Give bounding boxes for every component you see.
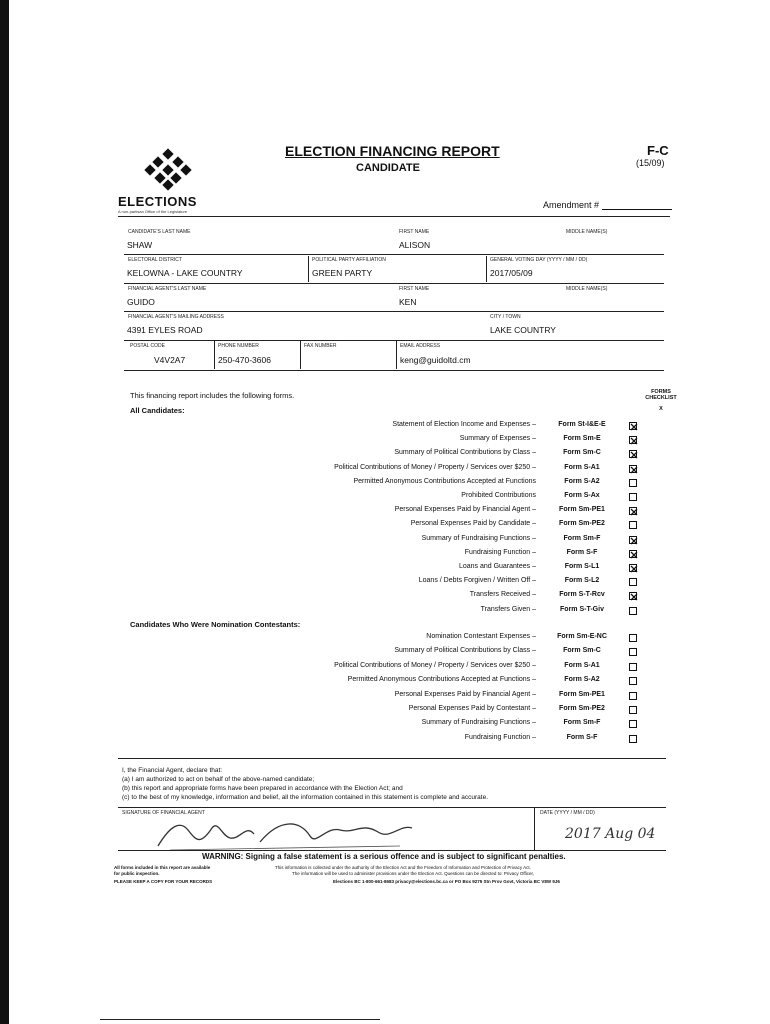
signature-bottom-rule	[118, 850, 666, 851]
column-divider	[300, 341, 301, 369]
checklist-checkbox[interactable]	[629, 450, 637, 458]
agent-first-name-label: FIRST NAME	[399, 286, 430, 292]
candidate-first-name-label: FIRST NAME	[399, 229, 430, 235]
agent-last-name-label: FINANCIAL AGENT'S LAST NAME	[128, 286, 207, 292]
checklist-row-description: Fundraising Function –	[464, 548, 536, 556]
logo-wordmark: ELECTIONS	[118, 194, 197, 209]
checklist-checkbox[interactable]	[629, 521, 637, 529]
checklist-row-description: Summary of Political Contributions by Class –	[394, 647, 536, 655]
checklist-checkbox[interactable]	[629, 507, 637, 515]
checklist-checkbox[interactable]	[629, 692, 637, 700]
candidate-last-name-label: CANDIDATE'S LAST NAME	[128, 229, 191, 235]
checklist-row-description: Summary of Political Contributions by Class –	[394, 449, 536, 457]
checklist-row-description: Statement of Election Income and Expenses –	[392, 421, 536, 428]
checklist-checkbox[interactable]	[629, 479, 637, 487]
checklist-checkbox[interactable]	[629, 493, 637, 501]
declaration-rule	[118, 758, 666, 759]
check-x-icon	[630, 508, 638, 516]
voting-day-label: GENERAL VOTING DAY (YYYY / MM / DD)	[490, 257, 588, 263]
postal-code[interactable]: V4V2A7	[154, 355, 186, 365]
row-divider	[124, 311, 664, 312]
row-divider	[124, 254, 664, 255]
row-divider	[124, 370, 664, 371]
checklist-row-form: Form Sm-PE2	[559, 520, 605, 528]
checklist-x-header: X	[659, 406, 663, 412]
footer-keep-copy: PLEASE KEEP A COPY FOR YOUR RECORDS	[114, 879, 213, 884]
warning-text: WARNING: Signing a false statement is a serious offence and is subject to significant penalties.	[202, 852, 566, 861]
checklist-row-form: Form S-L1	[564, 563, 600, 570]
checklist-row-form: Form St-I&E-E	[558, 421, 606, 428]
checklist-row-description: Summary of Fundraising Functions –	[421, 719, 536, 727]
checklist-row-form: Form S-A1	[564, 463, 600, 471]
form-revision-date: (15/09)	[636, 158, 665, 168]
signature-top-rule	[118, 807, 666, 808]
agent-last-name[interactable]: GUIDO	[127, 297, 155, 307]
checklist-intro: This financing report includes the following forms.	[130, 391, 295, 400]
check-x-icon	[630, 537, 638, 545]
checklist-row-description: Personal Expenses Paid by Financial Agent –	[394, 690, 536, 698]
check-x-icon	[630, 451, 638, 459]
checklist-row-description: Loans / Debts Forgiven / Written Off –	[418, 577, 536, 585]
column-divider	[308, 256, 309, 282]
row-divider	[124, 283, 664, 284]
checklist-row-description: Political Contributions of Money / Property / Services over $250 –	[334, 463, 536, 471]
nomination-contestants-label: Candidates Who Were Nomination Contestants:	[130, 620, 301, 629]
check-x-icon	[630, 593, 638, 601]
checklist-checkbox[interactable]	[629, 578, 637, 586]
checklist-checkbox[interactable]	[629, 436, 637, 444]
checklist-row-form: Form S-T-Giv	[560, 605, 604, 613]
footer-privacy-1: This information is collected under the authority of the Election Act and the Freedom of Information and Protection of Privacy Act.	[275, 865, 531, 870]
checklist-row-form: Form S-A2	[564, 676, 600, 684]
checklist-checkbox[interactable]	[629, 550, 637, 558]
checklist-row-description: Personal Expenses Paid by Contestant –	[408, 705, 536, 712]
checklist-checkbox[interactable]	[629, 465, 637, 473]
report-subtitle: CANDIDATE	[356, 162, 420, 174]
phone-number[interactable]: 250-470-3606	[218, 355, 271, 365]
declaration-intro: I, the Financial Agent, declare that:	[122, 767, 223, 774]
phone-label: PHONE NUMBER	[218, 343, 259, 349]
amendment-label: Amendment #	[543, 200, 600, 210]
date-label: DATE (YYYY / MM / DD)	[540, 810, 595, 816]
city-town[interactable]: LAKE COUNTRY	[490, 325, 556, 335]
declaration-b: (b) this report and appropriate forms have been prepared in accordance with the Election Act; and	[122, 785, 403, 792]
checklist-checkbox[interactable]	[629, 663, 637, 671]
checklist-row-description: Loans and Guarantees –	[458, 563, 536, 570]
check-x-icon	[630, 423, 638, 431]
check-x-icon	[630, 437, 638, 445]
signature-date-divider	[534, 808, 535, 850]
agent-signature	[150, 816, 420, 852]
checklist-row-description: Personal Expenses Paid by Financial Agent –	[394, 506, 536, 514]
checklist-row-form: Form Sm-F	[563, 719, 601, 727]
district-label: ELECTORAL DISTRICT	[128, 257, 182, 263]
fax-label: FAX NUMBER	[304, 343, 337, 349]
checklist-checkbox[interactable]	[629, 536, 637, 544]
declaration-c: (c) to the best of my knowledge, information and belief, all the information contained in this statement is complete and accurate.	[122, 794, 489, 801]
checklist-row-form: Form Sm-F	[563, 534, 601, 542]
checklist-row-form: Form S-F	[566, 548, 598, 556]
page-bottom-rule	[100, 1019, 380, 1020]
checklist-checkbox[interactable]	[629, 607, 637, 615]
report-title: ELECTION FINANCING REPORT	[285, 143, 500, 159]
amendment-field[interactable]	[543, 200, 672, 210]
checklist-row-form: Form S-F	[566, 733, 598, 741]
checklist-row-description: Summary of Fundraising Functions –	[421, 534, 536, 542]
party-label: POLITICAL PARTY AFFILIATION	[312, 257, 386, 263]
checklist-row-description: Permitted Anonymous Contributions Accepted at Functions –	[347, 676, 536, 684]
email-label: EMAIL ADDRESS	[400, 343, 441, 349]
checklist-checkbox[interactable]	[629, 720, 637, 728]
checklist-checkbox[interactable]	[629, 648, 637, 656]
forms-checklist-header: FORMS CHECKLIST	[645, 389, 677, 401]
footer-public-note-2: for public inspection.	[114, 871, 160, 876]
column-divider	[486, 256, 487, 282]
checklist-row-form: Form Sm-E-NC	[557, 633, 607, 640]
email-address[interactable]: keng@guidoltd.cm	[400, 355, 471, 365]
row-divider	[124, 340, 664, 341]
checklist-checkbox[interactable]	[629, 735, 637, 743]
checklist-row-form: Form Sm-C	[563, 449, 601, 457]
address-label: FINANCIAL AGENT'S MAILING ADDRESS	[128, 314, 224, 320]
checklist-row-description: Nomination Contestant Expenses –	[426, 633, 536, 640]
checklist-row-form: Form Sm-PE2	[559, 705, 605, 712]
logo-tagline: A non-partisan Office of the Legislature	[118, 209, 188, 214]
elections-logo-icon	[142, 148, 194, 192]
check-x-icon	[630, 551, 638, 559]
check-x-icon	[630, 565, 638, 573]
signature-date[interactable]: 2017 Aug 04	[565, 826, 656, 842]
agent-middle-name-label: MIDDLE NAME(S)	[566, 286, 608, 292]
checklist-row-form: Form S-T-Rcv	[559, 591, 605, 599]
check-x-icon	[630, 466, 638, 474]
candidate-middle-name-label: MIDDLE NAME(S)	[566, 229, 608, 235]
checklist-row-description: Political Contributions of Money / Property / Services over $250 –	[334, 661, 536, 669]
footer-privacy-2: The information will be used to administer provisions under the Election Act. Questions can be directed to: Privacy Officer,	[292, 871, 535, 876]
checklist-row-description: Transfers Given –	[480, 605, 536, 613]
checklist-row-form: Form S-A2	[564, 477, 600, 485]
footer-privacy-3: Elections BC 1-800-661-8683 privacy@elections.bc.ca or PO Box 9275 Stn Prov Govt, Victoria BC V8W 9J6	[333, 879, 560, 884]
party-affiliation[interactable]: GREEN PARTY	[312, 268, 373, 278]
form-id: F-C	[647, 143, 669, 158]
postal-code-label: POSTAL CODE	[130, 343, 166, 349]
checklist-checkbox[interactable]	[629, 677, 637, 685]
checklist-checkbox[interactable]	[629, 592, 637, 600]
checklist-row-description: Permitted Anonymous Contributions Accepted at Functions	[353, 477, 536, 485]
city-label: CITY / TOWN	[490, 314, 521, 320]
general-voting-day[interactable]: 2017/05/09	[490, 268, 533, 278]
signature-label: SIGNATURE OF FINANCIAL AGENT	[122, 810, 205, 816]
checklist-row-form: Form S-Ax	[564, 492, 600, 499]
checklist-row-form: Form Sm-PE1	[559, 690, 605, 698]
amendment-line	[602, 200, 672, 210]
agent-mailing-address[interactable]: 4391 EYLES ROAD	[127, 325, 203, 335]
agent-first-name[interactable]: KEN	[399, 297, 417, 307]
checklist-row-description: Fundraising Function –	[464, 733, 536, 741]
checklist-row-form: Form Sm-PE1	[559, 506, 605, 514]
checklist-checkbox[interactable]	[629, 706, 637, 714]
column-divider	[396, 341, 397, 369]
header-rule	[118, 216, 670, 217]
checklist-checkbox[interactable]	[629, 634, 637, 642]
checklist-checkbox[interactable]	[629, 422, 637, 430]
electoral-district[interactable]: KELOWNA - LAKE COUNTRY	[127, 268, 243, 278]
checklist-row-description: Transfers Received –	[469, 591, 536, 599]
all-candidates-label: All Candidates:	[130, 406, 185, 415]
candidate-last-name[interactable]: SHAW	[127, 240, 153, 250]
checklist-row-description: Summary of Expenses –	[459, 435, 536, 443]
checklist-row-form: Form S-A1	[564, 661, 600, 669]
checklist-row-description: Personal Expenses Paid by Candidate –	[410, 520, 536, 528]
checklist-row-description: Prohibited Contributions	[461, 492, 536, 499]
checklist-row-form: Form Sm-E	[563, 435, 601, 443]
footer-public-note: All forms included in this report are available	[114, 865, 211, 870]
checklist-checkbox[interactable]	[629, 564, 637, 572]
checklist-row-form: Form Sm-C	[563, 647, 601, 655]
declaration-a: (a) I am authorized to act on behalf of the above-named candidate;	[122, 776, 315, 783]
checklist-row-form: Form S-L2	[564, 577, 600, 585]
candidate-first-name[interactable]: ALISON	[399, 240, 431, 250]
column-divider	[214, 341, 215, 369]
